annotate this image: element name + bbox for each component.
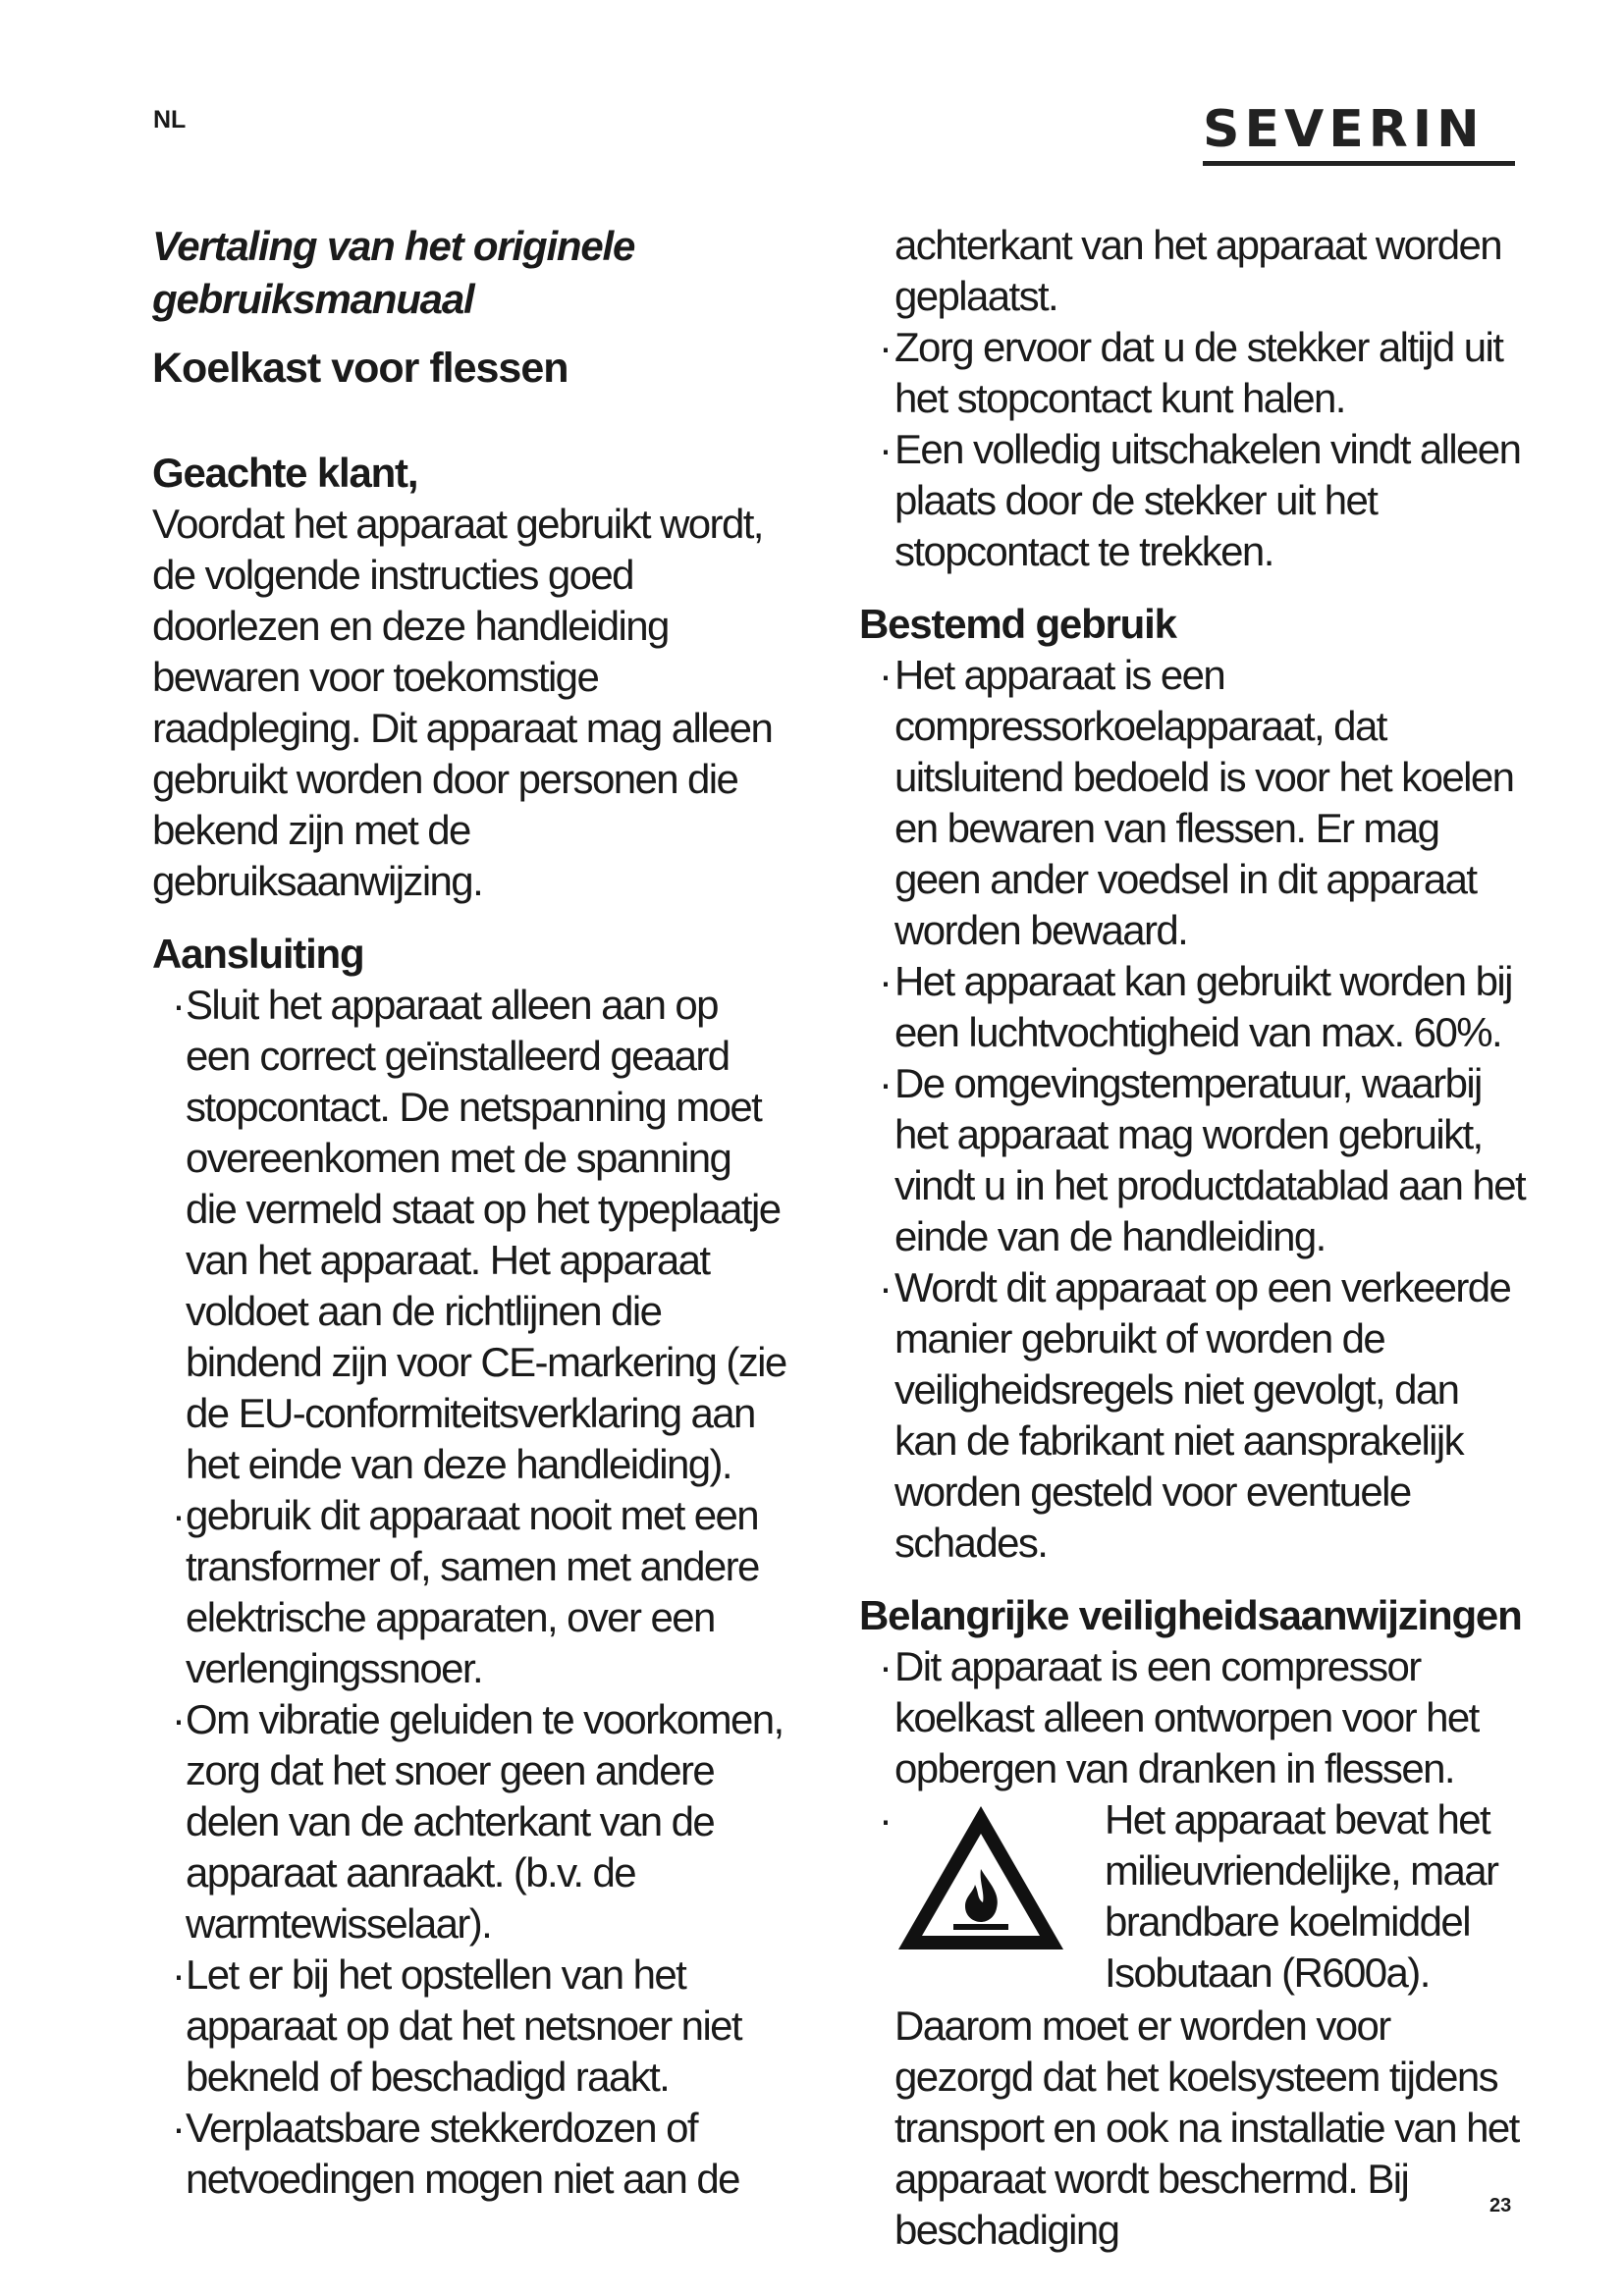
bullet-icon: · bbox=[172, 1492, 185, 1538]
connection-list-continued bbox=[859, 322, 1527, 577]
warning-followup: Daarom moet er worden voor gezorgd dat het koelsysteem tijdens transport en ook na installatie van het apparaat wordt beschermd. Bij beschadiging bbox=[894, 2002, 1519, 2253]
list-item bbox=[859, 956, 1527, 1058]
left-column bbox=[152, 220, 790, 2205]
bullet-icon: · bbox=[879, 426, 892, 472]
bullet-icon: · bbox=[172, 982, 185, 1028]
list-item-text: Het apparaat kan gebruikt worden bij een luchtvochtigheid van max. 60%. bbox=[894, 958, 1512, 1055]
list-item bbox=[152, 1490, 790, 1694]
bullet-icon: · bbox=[172, 2105, 185, 2151]
intended-use-heading: Bestemd gebruik bbox=[859, 601, 1176, 647]
bullet-icon: · bbox=[879, 1264, 892, 1310]
intro-paragraph: Voordat het apparaat gebruikt wordt, de volgende instructies goed doorlezen en deze handleiding bewaren voor toekomstige raadpleging. Dit apparaat mag alleen gebruikt worden door personen die bekend zijn met de gebruiksaanwijzing. bbox=[152, 501, 773, 904]
list-item-text: Dit apparaat is een compressor koelkast alleen ontworpen voor het opbergen van dranken in flessen. bbox=[894, 1643, 1479, 1791]
list-item bbox=[152, 1949, 790, 2103]
connection-heading: Aansluiting bbox=[152, 931, 364, 977]
list-item bbox=[859, 322, 1527, 424]
bullet-icon: · bbox=[879, 1060, 892, 1106]
bullet-icon: · bbox=[172, 1951, 185, 1998]
list-item bbox=[859, 650, 1527, 956]
list-item-text: Let er bij het opstellen van het apparaat op dat het netsnoer niet bekneld of beschadigd raakt. bbox=[186, 1951, 742, 2100]
list-item-text: Om vibratie geluiden te voorkomen, zorg dat het snoer geen andere delen van de achterkant van de apparaat aanraakt. (b.v. de warmtewisselaar). bbox=[186, 1696, 784, 1947]
document-title: Vertaling van het originele gebruiksmanuaal bbox=[152, 223, 635, 322]
warning-text: Het apparaat bevat het milieuvriendelijke, maar brandbare koelmiddel Isobutaan (R600a). bbox=[1105, 1796, 1498, 1996]
right-column bbox=[859, 220, 1527, 2256]
list-item bbox=[859, 424, 1527, 577]
safety-list bbox=[859, 1641, 1527, 1794]
intended-use-list bbox=[859, 650, 1527, 1569]
list-item-text: De omgevingstemperatuur, waarbij het apparaat mag worden gebruikt, vindt u in het productdatablad aan het einde van de handleiding. bbox=[894, 1060, 1526, 1259]
safety-heading: Belangrijke veiligheidsaanwijzingen bbox=[859, 1592, 1522, 1638]
bullet-icon: · bbox=[879, 324, 892, 370]
list-item bbox=[859, 1262, 1527, 1569]
language-code: NL bbox=[153, 106, 187, 133]
list-item bbox=[152, 1694, 790, 1949]
list-item-text: Wordt dit apparaat op een verkeerde manier gebruikt of worden de veiligheidsregels niet gevolgt, dan kan de fabrikant niet aansprakelijk worden gesteld voor eventuele schades. bbox=[894, 1264, 1511, 1566]
bullet-icon: · bbox=[879, 958, 892, 1004]
page-number: 23 bbox=[1489, 2195, 1512, 2216]
warning-item bbox=[859, 1794, 1527, 2001]
bullet-icon: · bbox=[879, 652, 892, 698]
list-item-text: Een volledig uitschakelen vindt alleen plaats door de stekker uit het stopcontact te trekken. bbox=[894, 426, 1521, 574]
list-item-text: gebruik dit apparaat nooit met een transformer of, samen met andere elektrische apparaten, over een verlengingssnoer. bbox=[186, 1492, 759, 1691]
bullet-icon: · bbox=[172, 1696, 185, 1742]
product-title: Koelkast voor flessen bbox=[152, 345, 568, 392]
greeting-heading: Geachte klant, bbox=[152, 450, 418, 496]
list-item-text: Verplaatsbare stekkerdozen of netvoedingen mogen niet aan de bbox=[186, 2105, 739, 2202]
brand-name: SEVERIN bbox=[1203, 100, 1485, 159]
list-item-text: Zorg ervoor dat u de stekker altijd uit het stopcontact kunt halen. bbox=[894, 324, 1503, 421]
list-item-text: Sluit het apparaat alleen aan op een correct geïnstalleerd geaard stopcontact. De netspanning moet overeenkomen met de spanning die vermeld staat op het typeplaatje van het apparaat. Het apparaat voldoet aan de richtlijnen die bindend zijn voor CE-markering (zie de EU-conformiteitsverklaring aan het einde van deze handleiding). bbox=[186, 982, 786, 1487]
connection-list bbox=[152, 980, 790, 2205]
bullet-icon: · bbox=[879, 1643, 892, 1689]
flammable-warning-icon bbox=[894, 1802, 1067, 1953]
bullet-icon: · bbox=[879, 1796, 892, 1842]
list-item bbox=[859, 1641, 1527, 1794]
list-item bbox=[152, 980, 790, 1490]
logo-underline bbox=[1203, 161, 1515, 166]
list-item bbox=[859, 1058, 1527, 1262]
brand-logo bbox=[1203, 102, 1515, 166]
list-item bbox=[152, 2103, 790, 2205]
continued-text: achterkant van het apparaat worden geplaatst. bbox=[894, 222, 1502, 319]
list-item-text: Het apparaat is een compressorkoelapparaat, dat uitsluitend bedoeld is voor het koelen en bewaren van flessen. Er mag geen ander voedsel in dit apparaat worden bewaard. bbox=[894, 652, 1514, 953]
